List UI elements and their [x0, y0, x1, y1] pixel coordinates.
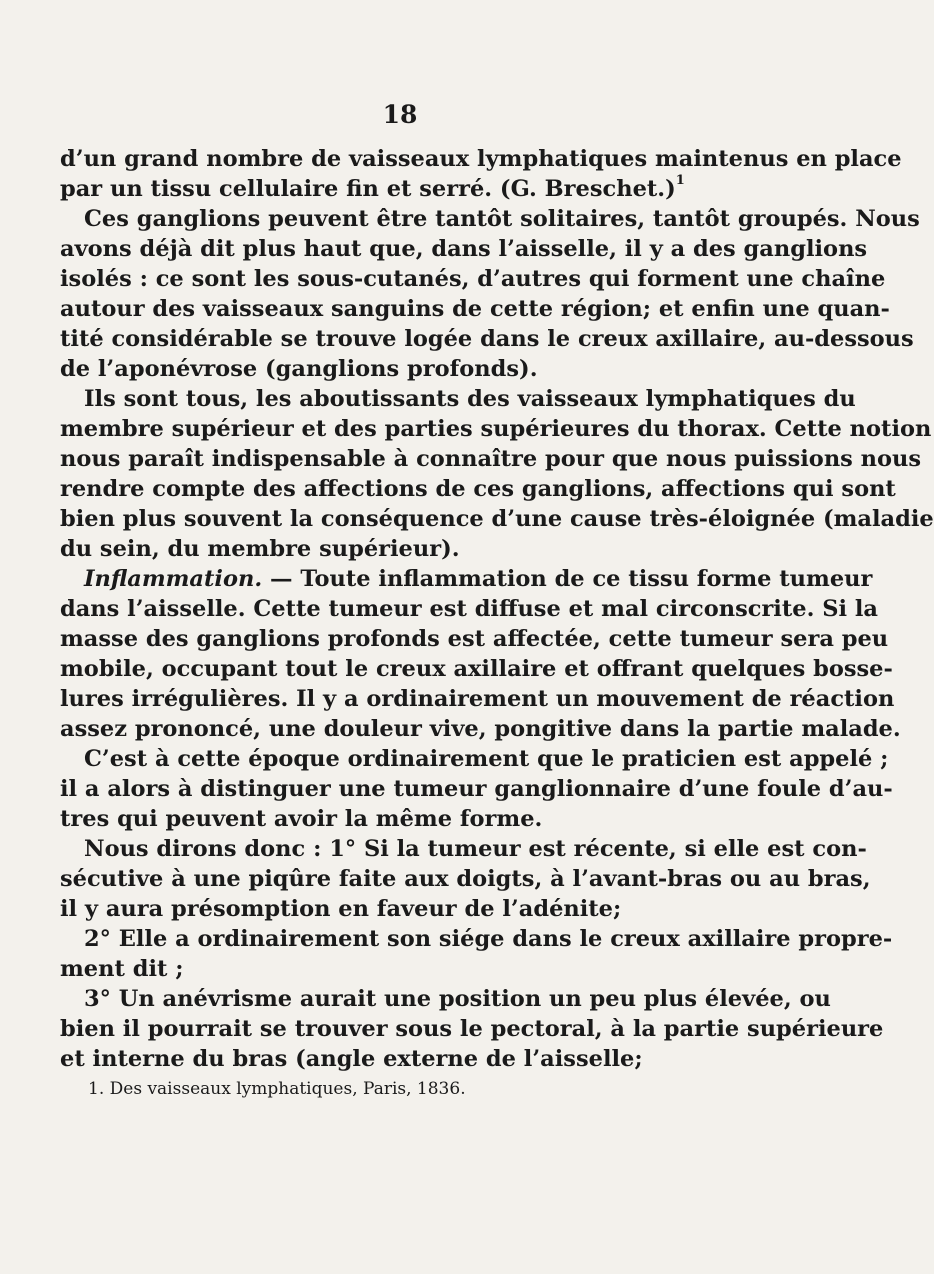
text-line: il y aura présomption en faveur de l’adénite;	[60, 896, 622, 922]
section-heading-inflammation: Inflammation.	[84, 566, 263, 592]
text-line: autour des vaisseaux sanguins de cette région; et enfin une quan-	[60, 296, 890, 322]
text-line: de l’aponévrose (ganglions profonds).	[60, 356, 538, 382]
text-line: par un tissu cellulaire fin et serré. (G. Breschet.)$^1$	[60, 173, 685, 202]
text-line: mobile, occupant tout le creux axillaire et offrant quelques bosse-	[60, 656, 893, 682]
text-line: bien plus souvent la conséquence d’une cause très-éloignée (maladie	[60, 506, 934, 532]
text-line: bien il pourrait se trouver sous le pectoral, à la partie supérieure	[60, 1016, 884, 1042]
text-line: Ces ganglions peuvent être tantôt solitaires, tantôt groupés. Nous	[84, 206, 920, 232]
text-line: tité considérable se trouve logée dans le creux axillaire, au-dessous	[60, 326, 914, 352]
text-line: 2° Elle a ordinairement son siége dans le creux axillaire propre-	[84, 926, 893, 952]
text-line: Nous dirons donc : 1° Si la tumeur est récente, si elle est con-	[84, 836, 867, 862]
text-line: dans l’aisselle. Cette tumeur est diffuse et mal circonscrite. Si la	[60, 596, 878, 622]
text-line: avons déjà dit plus haut que, dans l’aisselle, il y a des ganglions	[60, 236, 868, 262]
footnote-ref: 1	[675, 173, 685, 188]
text-line: il a alors à distinguer une tumeur ganglionnaire d’une foule d’au-	[60, 776, 893, 802]
footnote: 1. Des vaisseaux lymphatiques, Paris, 1836.	[88, 1079, 466, 1099]
text-line: isolés : ce sont les sous-cutanés, d’autres qui forment une chaîne	[60, 266, 886, 292]
text-line: et interne du bras (angle externe de l’aisselle;	[60, 1046, 643, 1072]
text-line: ment dit ;	[60, 956, 184, 982]
text-line: d’un grand nombre de vaisseaux lymphatiques maintenus en place	[60, 146, 902, 172]
text-line: rendre compte des affections de ces ganglions, affections qui sont	[60, 476, 896, 502]
text-line: membre supérieur et des parties supérieures du thorax. Cette notion	[60, 416, 932, 442]
text-line: 3° Un anévrisme aurait une position un peu plus élevée, ou	[84, 986, 831, 1012]
text-line: lures irrégulières. Il y a ordinairement un mouvement de réaction	[60, 686, 895, 712]
text-line: Ils sont tous, les aboutissants des vaisseaux lymphatiques du	[84, 386, 856, 412]
text-line: masse des ganglions profonds est affectée, cette tumeur sera peu	[60, 626, 889, 652]
text-line: assez prononcé, une douleur vive, pongitive dans la partie malade.	[60, 716, 901, 742]
text-line: tres qui peuvent avoir la même forme.	[60, 806, 543, 832]
text-line: Inflammation. — Toute inflammation de ce tissu forme tumeur	[84, 566, 873, 592]
text-line: C’est à cette époque ordinairement que le praticien est appelé ;	[84, 746, 889, 772]
text-line: du sein, du membre supérieur).	[60, 536, 460, 562]
page-number: 18	[382, 100, 418, 129]
text-line: nous paraît indispensable à connaître pour que nous puissions nous	[60, 446, 922, 472]
text-line: sécutive à une piqûre faite aux doigts, à l’avant-bras ou au bras,	[60, 866, 871, 892]
